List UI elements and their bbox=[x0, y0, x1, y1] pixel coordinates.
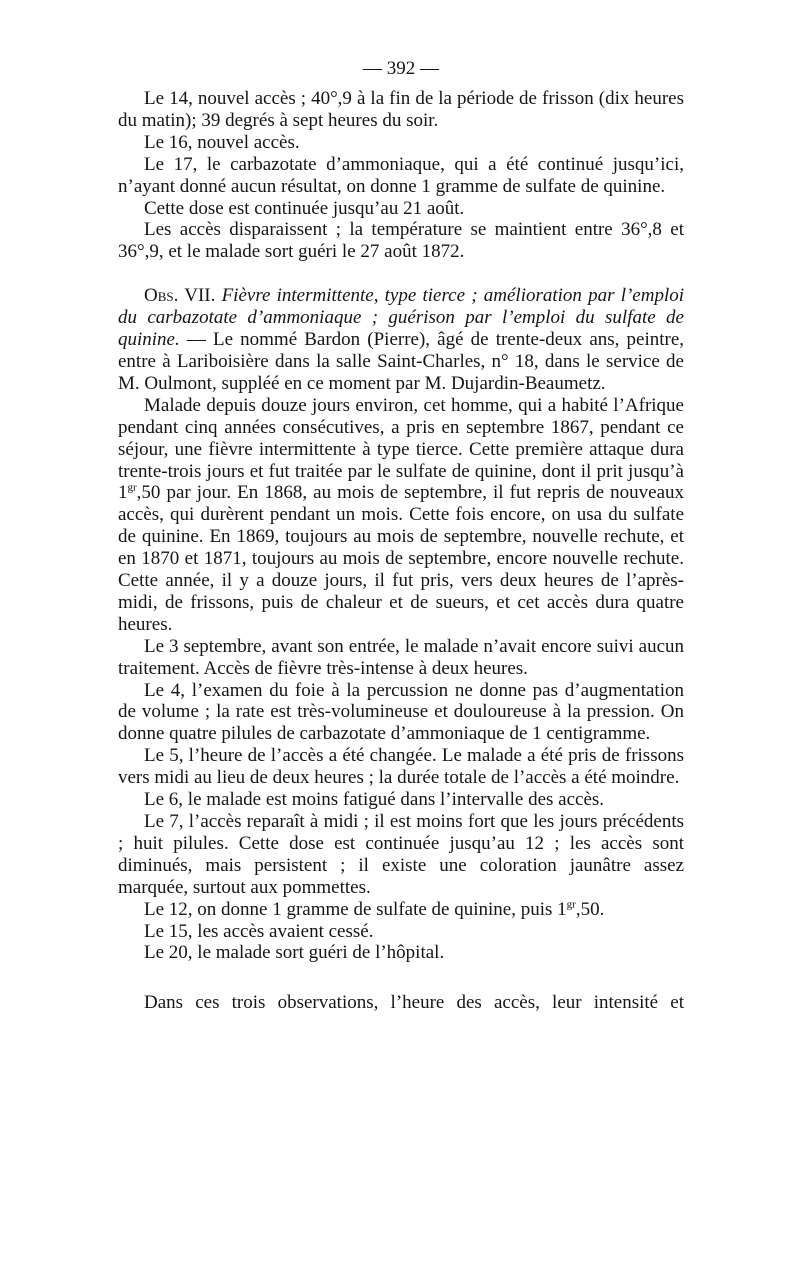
paragraph: Le 6, le malade est moins fatigué dans l’intervalle des accès. bbox=[144, 789, 605, 811]
paragraph: Le 15, les accès avaient cessé. bbox=[144, 920, 374, 942]
paragraph-text: ,50. bbox=[575, 898, 605, 920]
paragraph: Le 4, l’examen du foie à la percussion ne donne pas d’augmentation de volume ; la rate est très-volumineuse et douloureuse à la pression. On donne quatre pilules de carbazotate d’ammoniaque de 1 centigramme. bbox=[118, 679, 684, 745]
paragraph-text: Malade depuis douze jours environ, cet homme, qui a habité l’Afrique pendant cinq années consécutives, a pris en septembre 1867, pendant ce séjour, une fièvre intermittente à type tierce. Cette première attaque dura trente-trois jours et fut traitée par le sulfate de quinine, dont il prit jusqu’à 1 bbox=[118, 394, 684, 504]
paragraph-text: Le 12, on donne 1 gramme de sulfate de quinine, puis 1 bbox=[144, 898, 567, 920]
paragraph: Le 16, nouvel accès. bbox=[144, 131, 300, 153]
observation-heading-paragraph bbox=[118, 285, 684, 395]
paragraph: Le 3 septembre, avant son entrée, le malade n’avait encore suivi aucun traitement. Accès de fièvre très-intense à deux heures. bbox=[118, 635, 684, 679]
paragraph: Le 20, le malade sort guéri de l’hôpital. bbox=[144, 942, 445, 964]
final-line: Dans ces trois observations, l’heure des accès, leur intensité et bbox=[144, 992, 684, 1014]
document-page bbox=[118, 58, 684, 1014]
unit-superscript: gr bbox=[127, 482, 137, 495]
paragraph-text: ,50 par jour. En 1868, au mois de septembre, il fut repris de nouveaux accès, qui durèrent pendant un mois. Cette fois encore, on usa du sulfate de quinine. En 1869, toujours au mois de septembre, nouvelle rechute, et en 1870 et 1871, toujours au mois de septembre, encore nouvelle rechute. Cette année, il y a douze jours, il fut pris, vers deux heures de l’après-midi, de frissons, puis de chaleur et de sueurs, et cet accès dura quatre heures. bbox=[118, 482, 684, 635]
observation-text: — Le nommé Bardon (Pierre), âgé de trente-deux ans, peintre, entre à Lariboisière dans la salle Saint-Charles, n° 18, dans le service de M. Oulmont, suppléé en ce moment par M. Dujardin-Beaumetz. bbox=[118, 329, 685, 394]
paragraph: Le 5, l’heure de l’accès a été changée. Le malade a été pris de frissons vers midi au lieu de deux heures ; la durée totale de l’accès a été moindre. bbox=[118, 745, 684, 789]
paragraph: Cette dose est continuée jusqu’au 21 août. bbox=[144, 197, 465, 219]
paragraph bbox=[118, 395, 684, 636]
paragraph: Le 7, l’accès reparaît à midi ; il est moins fort que les jours précédents ; huit pilules. Cette dose est continuée jusqu’au 12 ; les accès sont diminués, mais persistent ; il existe une coloration jaunâtre assez marquée, surtout aux pommettes. bbox=[118, 811, 684, 898]
observation-label: Obs. VII. bbox=[144, 285, 216, 307]
observation-title: Fièvre intermittente, type tierce ; amélioration par l’emploi du carbazotate d’ammoniaque ; guérison par l’emploi du sulfate de quinine. bbox=[118, 285, 685, 351]
paragraph: Les accès disparaissent ; la température se maintient entre 36°,8 et 36°,9, et le malade sort guéri le 27 août 1872. bbox=[118, 219, 684, 263]
paragraph: Le 14, nouvel accès ; 40°,9 à la fin de la période de frisson (dix heures du matin); 39 degrés à sept heures du soir. bbox=[118, 88, 684, 131]
unit-superscript: gr bbox=[566, 898, 576, 911]
page-number: — 392 — bbox=[363, 58, 439, 79]
paragraph: Le 17, le carbazotate d’ammoniaque, qui a été continué jusqu’ici, n’ayant donné aucun résultat, on donne 1 gramme de sulfate de quinine. bbox=[118, 153, 684, 197]
paragraph bbox=[118, 899, 684, 921]
